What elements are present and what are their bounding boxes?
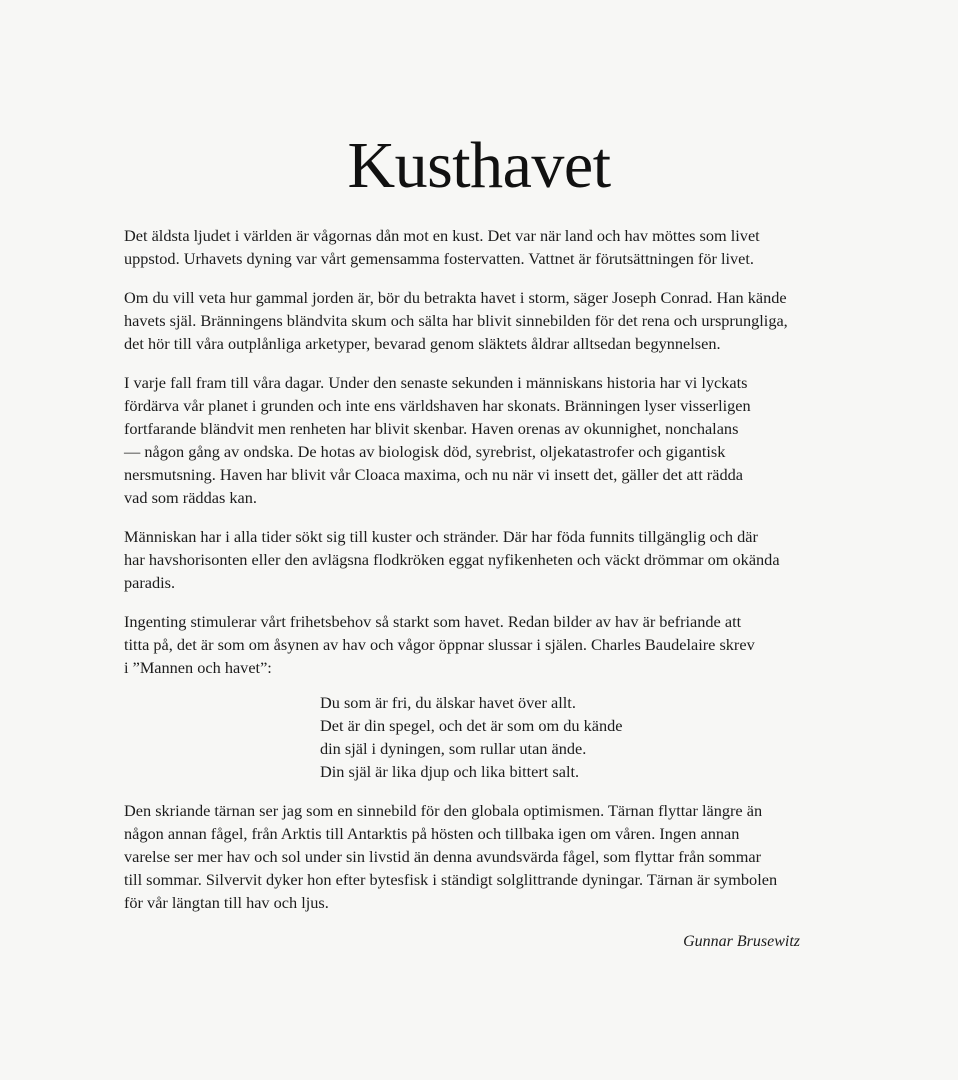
- text-line: nersmutsning. Haven har blivit vår Cloaca maxima, och nu när vi insett det, gäller det att rädda: [124, 465, 743, 484]
- text-line: fortfarande bländvit men renheten har blivit skenbar. Haven orenas av okunnighet, nonchalans: [124, 419, 739, 438]
- paragraph-1: [124, 224, 866, 270]
- text-line: paradis.: [124, 573, 176, 592]
- paragraph-5: [124, 610, 866, 679]
- text-line: för vår längtan till hav och ljus.: [124, 893, 329, 912]
- text-line: Människan har i alla tider sökt sig till kuster och stränder. Där har föda funnits tillgänglig och där: [124, 527, 758, 546]
- text-line: någon annan fågel, från Arktis till Antarktis på hösten och tillbaka igen om våren. Ingen annan: [124, 824, 740, 843]
- poem-line: Du som är fri, du älskar havet över allt.: [320, 693, 576, 712]
- paragraph-2: [124, 286, 866, 355]
- text-line: fördärva vår planet i grunden och inte ens världshaven har skonats. Bränningen lyser visserligen: [124, 396, 751, 415]
- text-line: Om du vill veta hur gammal jorden är, bör du betrakta havet i storm, säger Joseph Conrad. Han kände: [124, 288, 787, 307]
- text-line: titta på, det är som om åsynen av hav och vågor öppnar slussar i själen. Charles Baudelaire skrev: [124, 635, 755, 654]
- page-title: Kusthavet: [347, 129, 611, 202]
- text-line: uppstod. Urhavets dyning var vårt gemensamma fostervatten. Vattnet är förutsättningen för livet.: [124, 249, 754, 268]
- text-line: till sommar. Silvervit dyker hon efter bytesfisk i ständigt solglittrande dyningar. Tärnan är symbolen: [124, 870, 778, 889]
- poem-line: Det är din spegel, och det är som om du kände: [320, 716, 623, 735]
- text-line: vad som räddas kan.: [124, 488, 257, 507]
- text-line: I varje fall fram till våra dagar. Under den senaste sekunden i människans historia har vi lyckats: [124, 373, 748, 392]
- text-line: Ingenting stimulerar vårt frihetsbehov så starkt som havet. Redan bilder av hav är befriande att: [124, 612, 742, 631]
- article-body: [124, 224, 866, 914]
- text-line: har havshorisonten eller den avlägsna flodkröken eggat nyfikenheten och väckt drömmar om okända: [124, 550, 780, 569]
- text-line: Den skriande tärnan ser jag som en sinnebild för den globala optimismen. Tärnan flyttar längre än: [124, 801, 763, 820]
- text-line: det hör till våra outplånliga arketyper, bevarad genom släktets åldrar alltsedan begynnelsen.: [124, 334, 721, 353]
- poem-line: din själ i dyningen, som rullar utan ände.: [320, 739, 587, 758]
- text-line: Det äldsta ljudet i världen är vågornas dån mot en kust. Det var när land och hav möttes som livet: [124, 226, 760, 245]
- poem-line: Din själ är lika djup och lika bittert salt.: [320, 762, 580, 781]
- paragraph-6: [124, 799, 866, 914]
- paragraph-3: [124, 371, 866, 509]
- text-line: varelse ser mer hav och sol under sin livstid än denna avundsvärda fågel, som flyttar från sommar: [124, 847, 762, 866]
- poem-quote: [320, 691, 866, 783]
- author-signature: Gunnar Brusewitz: [683, 933, 800, 950]
- text-line: havets själ. Bränningens bländvita skum och sälta har blivit sinnebilden för det rena och ursprungliga,: [124, 311, 788, 330]
- paragraph-4: [124, 525, 866, 594]
- text-line: i ”Mannen och havet”:: [124, 658, 272, 677]
- text-line: — någon gång av ondska. De hotas av biologisk död, syrebrist, oljekatastrofer och gigantisk: [124, 442, 726, 461]
